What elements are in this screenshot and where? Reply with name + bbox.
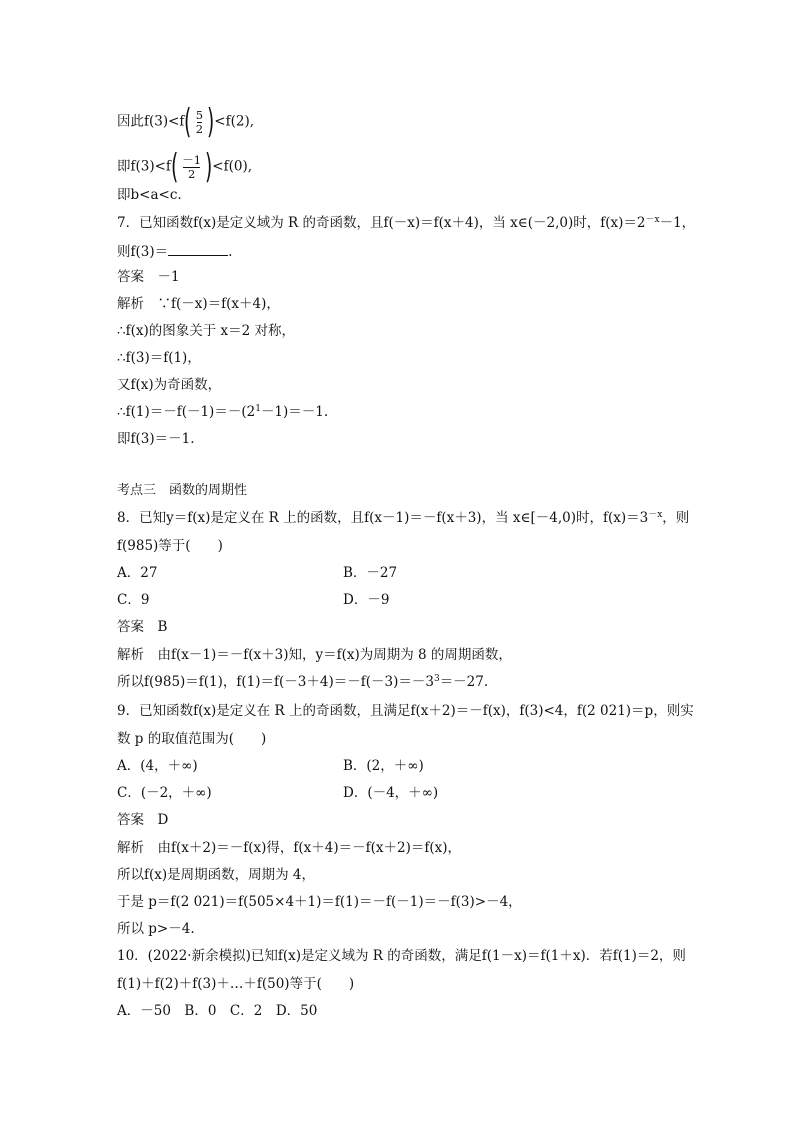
q8-option-b: B．－27 [343,565,398,581]
numerator: 5 [195,107,204,122]
text: <f(0), [212,158,253,175]
q9-analysis-4: 所以 p>－4. [117,921,195,937]
text: 所以f(985)＝f(1)，f(1)＝f(－3＋4)＝－f(－3)＝－3 [117,674,434,690]
q8-option-d: D．－9 [343,592,390,608]
q7-answer: 答案 －1 [117,269,180,285]
q9-option-d: D．(－4，＋∞) [343,785,439,801]
q9-stem-line1: 9．已知函数f(x)是定义在 R 上的奇函数，且满足f(x＋2)＝－f(x)，f(3)<4，f(2 021)＝p，则实 [117,703,694,719]
q8-answer: 答案 B [117,619,168,635]
q8-stem-line2: f(985)等于( ) [117,538,223,554]
text: －1， [659,215,696,231]
fraction [193,109,206,136]
text: ，则 [662,510,690,526]
q7-analysis-2: ∴f(x)的图象关于 x＝2 对称， [117,323,296,339]
q9-option-c: C．(－2，＋∞) [117,785,212,801]
superscript: －x [648,510,663,520]
q9-stem-line2: 数 p 的取值范围为( ) [117,731,267,747]
q9-analysis-3: 于是 p＝f(2 021)＝f(505×4＋1)＝f(1)＝－f(－1)＝－f(3)>－4， [117,894,522,910]
q9-analysis-1: 解析 由f(x＋2)＝－f(x)得，f(x＋4)＝－f(x＋2)＝f(x)， [117,840,461,856]
q9-answer: 答案 D [117,812,169,828]
q8-option-c: C．9 [117,592,150,608]
q9-option-a: A．(4，＋∞) [117,758,198,774]
section-heading: 考点三 函数的周期性 [117,483,248,498]
q7-analysis-4: 又f(x)为奇函数， [117,377,222,393]
text: ＝－27. [439,674,489,690]
fraction [179,154,204,181]
denominator: 2 [187,166,196,181]
q10-options: A．－50 B．0 C．2 D．50 [117,1003,318,1019]
superscript: 1 [255,404,261,414]
q7-analysis-5 [117,403,328,421]
q7-analysis-6: 即f(3)＝－1. [117,431,195,447]
superscript: －x [645,215,660,225]
text: 7．已知函数f(x)是定义域为 R 的奇函数，且f(－x)＝f(x＋4)，当 x∈(－2,0)时，f(x)＝2 [117,215,646,231]
q7-stem-line1 [117,214,695,232]
q8-analysis-2 [117,673,488,691]
q9-analysis-2: 所以f(x)是周期函数，周期为 4， [117,867,316,883]
text: <f(2), [214,113,255,130]
left-bracket: ( [170,147,179,187]
q8-analysis-1: 解析 由f(x－1)＝－f(x＋3)知，y＝f(x)为周期为 8 的周期函数， [117,647,512,663]
text: 即f(3)<f [117,158,171,175]
q8-stem-line1 [117,509,689,527]
answer-blank [168,241,228,256]
text: 8．已知y＝f(x)是定义在 R 上的函数，且f(x－1)＝－f(x＋3)，当 x∈[－4,0)时，f(x)＝3 [117,510,649,526]
denominator: 2 [195,121,204,136]
q7-analysis-1: 解析 ∵f(－x)＝f(x＋4)， [117,296,280,312]
text: 则f(3)＝ [117,244,169,260]
right-bracket: ) [205,147,213,187]
text: －1)＝－1. [260,404,329,420]
right-bracket: ) [207,102,215,142]
text: ∴f(1)＝－f(－1)＝－(2 [117,404,256,420]
line-conclusion-1 [117,102,255,142]
line-conclusion-2 [117,147,253,187]
numerator: －1 [182,152,202,167]
line-conclusion-3: 即b<a<c. [117,187,182,203]
text: 因此f(3)<f [117,113,185,130]
q9-option-b: B．(2，＋∞) [343,758,424,774]
q10-stem-line2: f(1)＋f(2)＋f(3)＋…＋f(50)等于( ) [117,976,355,992]
superscript: 3 [433,674,440,684]
text: . [228,244,233,260]
q10-stem-line1: 10．(2022·新余模拟)已知f(x)是定义域为 R 的奇函数，满足f(1－x)＝f(1＋x)．若f(1)＝2，则 [117,948,686,964]
q7-analysis-3: ∴f(3)＝f(1)， [117,350,201,366]
q7-stem-line2 [117,241,232,261]
left-bracket: ( [184,102,192,142]
q8-option-a: A．27 [117,565,158,581]
